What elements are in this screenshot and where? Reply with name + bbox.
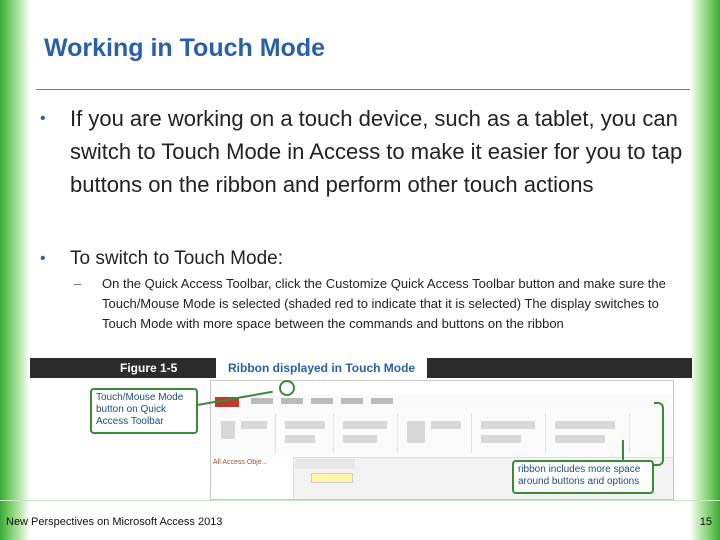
- callout-touch-mouse-mode: Touch/Mouse Mode button on Quick Access Toolbar: [90, 388, 198, 434]
- footer-divider: [0, 500, 720, 501]
- ribbon-tabs: [211, 395, 673, 409]
- sub-bullet-dash: –: [74, 276, 82, 291]
- sub-bullet: [74, 274, 674, 334]
- touch-mode-icon: [279, 380, 295, 396]
- callout-pointer: [622, 440, 624, 462]
- slide-title: Working in Touch Mode: [44, 34, 325, 62]
- sub-bullet-text: On the Quick Access Toolbar, click the Customize Quick Access Toolbar button and make sure the Touch/Mouse Mode is selected (shaded red to indicate that it is selected) The display switches to Touch Mode with more space between the commands and buttons on the ribbon: [102, 276, 666, 331]
- bullet-2: [40, 242, 690, 275]
- bullet-1: [40, 102, 690, 201]
- navigation-pane: [211, 457, 294, 499]
- ribbon-group: [549, 413, 630, 453]
- ribbon-group: [337, 413, 398, 453]
- left-green-border: [0, 0, 30, 540]
- ribbon-tab: [281, 398, 303, 404]
- right-green-border: [690, 0, 720, 540]
- bullet-1-text: If you are working on a touch device, such as a tablet, you can switch to Touch Mode in Access to make it easier for you to tap buttons on the ribbon and perform other touch actions: [70, 106, 683, 197]
- figure-label: Figure 1-5: [108, 358, 189, 378]
- bullet-2-text: To switch to Touch Mode:: [70, 248, 283, 269]
- footer-book-title: New Perspectives on Microsoft Access 2013: [6, 516, 223, 528]
- title-divider: [36, 89, 690, 90]
- ribbon-tab: [251, 398, 273, 404]
- ribbon-body: [211, 409, 673, 458]
- callout-ribbon-space: ribbon includes more space around buttons and options: [512, 460, 654, 494]
- page-number: 15: [699, 516, 712, 528]
- figure: [30, 358, 692, 498]
- ribbon-group: [279, 413, 334, 453]
- navigation-pane-header: All Access Obje...: [213, 459, 268, 466]
- ribbon-brace: [654, 402, 664, 466]
- bullet-dot: •: [40, 250, 46, 267]
- ribbon-group: [475, 413, 546, 453]
- ribbon-tab: [341, 398, 363, 404]
- document-tab: [295, 459, 355, 469]
- ribbon-group: [401, 413, 472, 453]
- ribbon-tab: [371, 398, 393, 404]
- table-cell: [311, 473, 353, 483]
- bullet-dot: •: [40, 110, 46, 127]
- figure-caption: Ribbon displayed in Touch Mode: [216, 358, 427, 378]
- ribbon-group: [215, 413, 276, 453]
- ribbon-tab: [311, 398, 333, 404]
